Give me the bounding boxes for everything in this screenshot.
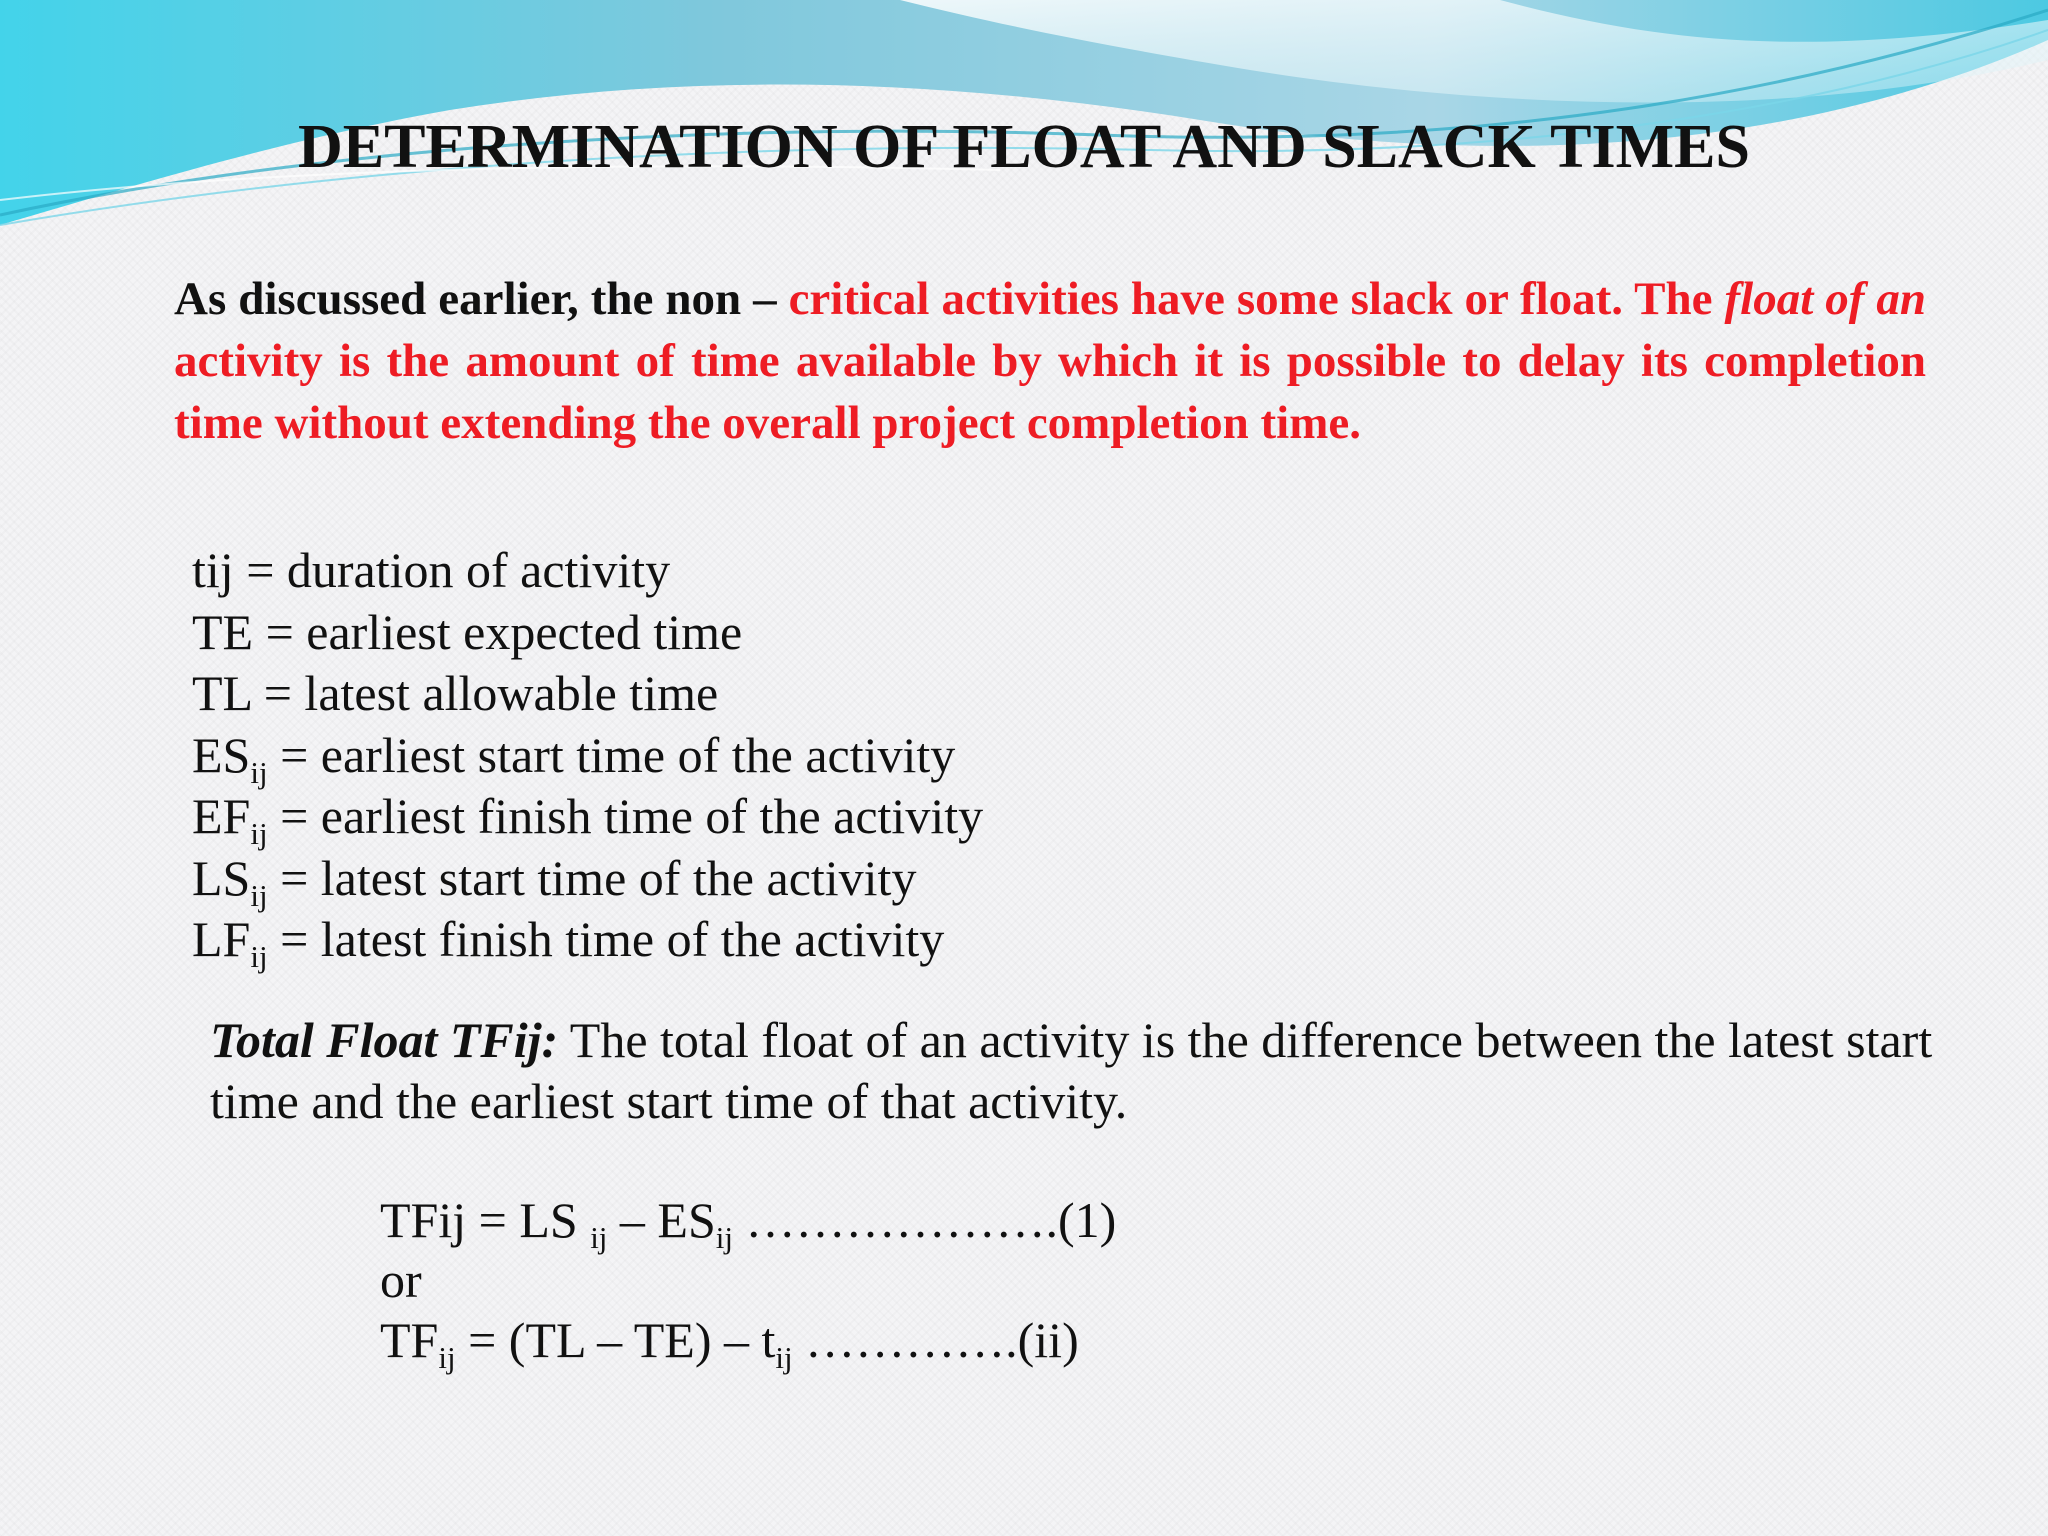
- total-float-term: Total Float TFij:: [210, 1012, 559, 1068]
- definition-text: = earliest expected time: [253, 603, 743, 660]
- formula-2-subscript: ij: [438, 1339, 456, 1375]
- page-title: DETERMINATION OF FLOAT AND SLACK TIMES: [297, 113, 1751, 181]
- definition-subscript: ij: [250, 938, 268, 974]
- definition-item: [192, 602, 983, 664]
- formula-2: [380, 1310, 1116, 1375]
- formula-1-subscript: ij: [590, 1219, 608, 1255]
- formula-2-subscript: ij: [775, 1339, 793, 1375]
- intro-text-red-2: activity is the amount of time available by which it is possible to delay its completion time without extending the overall project completion time.: [174, 335, 1926, 449]
- definition-item: [192, 848, 983, 913]
- definition-item: [192, 663, 983, 725]
- definition-text: = earliest start time of the activity: [267, 726, 956, 783]
- formula-1: [380, 1190, 1117, 1255]
- formula-1-subscript: ij: [715, 1219, 734, 1255]
- definition-text: = latest finish time of the activity: [267, 911, 945, 967]
- definition-subscript: ij: [250, 815, 268, 851]
- definition-symbol: TE: [192, 603, 254, 660]
- definition-item: [192, 909, 983, 974]
- formula-2-part: TF: [380, 1312, 439, 1368]
- definition-item: [192, 786, 984, 851]
- formula-or: or: [380, 1252, 422, 1308]
- total-float-paragraph: [210, 1010, 1950, 1132]
- formulas-block: [380, 1190, 1117, 1375]
- formula-1-part: – ES: [607, 1192, 716, 1248]
- formula-2-part: ………….(ii): [792, 1312, 1079, 1368]
- definition-text: = latest allowable time: [251, 665, 719, 721]
- definition-subscript: ij: [250, 754, 268, 790]
- definition-item: [192, 540, 983, 602]
- intro-text-black: As discussed earlier, the non –: [174, 273, 789, 325]
- definition-item: [192, 725, 983, 790]
- definition-text: = duration of activity: [233, 542, 671, 598]
- definition-symbol: LF: [192, 911, 251, 967]
- definition-text: = earliest finish time of the activity: [267, 788, 984, 844]
- definition-subscript: ij: [250, 877, 268, 913]
- definition-text: = latest start time of the activity: [267, 849, 917, 906]
- definition-symbol: ES: [192, 726, 251, 783]
- definition-symbol: EF: [192, 788, 251, 844]
- formula-1-part: TFij = LS: [380, 1192, 591, 1248]
- intro-text-red-1: critical activities have some slack or float. The: [788, 273, 1725, 325]
- formula-2-part: = (TL – TE) – t: [455, 1312, 776, 1368]
- definition-symbol: LS: [192, 849, 251, 906]
- intro-paragraph: [174, 268, 1926, 454]
- total-float-text: The total float of an activity is the difference between the latest start time and the earliest start time of that activity.: [210, 1012, 1933, 1129]
- formula-1-part: ……………….(1): [733, 1192, 1117, 1248]
- definition-symbol: TL: [192, 665, 252, 721]
- definition-symbol: tij: [192, 542, 234, 598]
- intro-text-red-italic: float of an: [1724, 273, 1926, 325]
- definitions-list: [192, 540, 984, 974]
